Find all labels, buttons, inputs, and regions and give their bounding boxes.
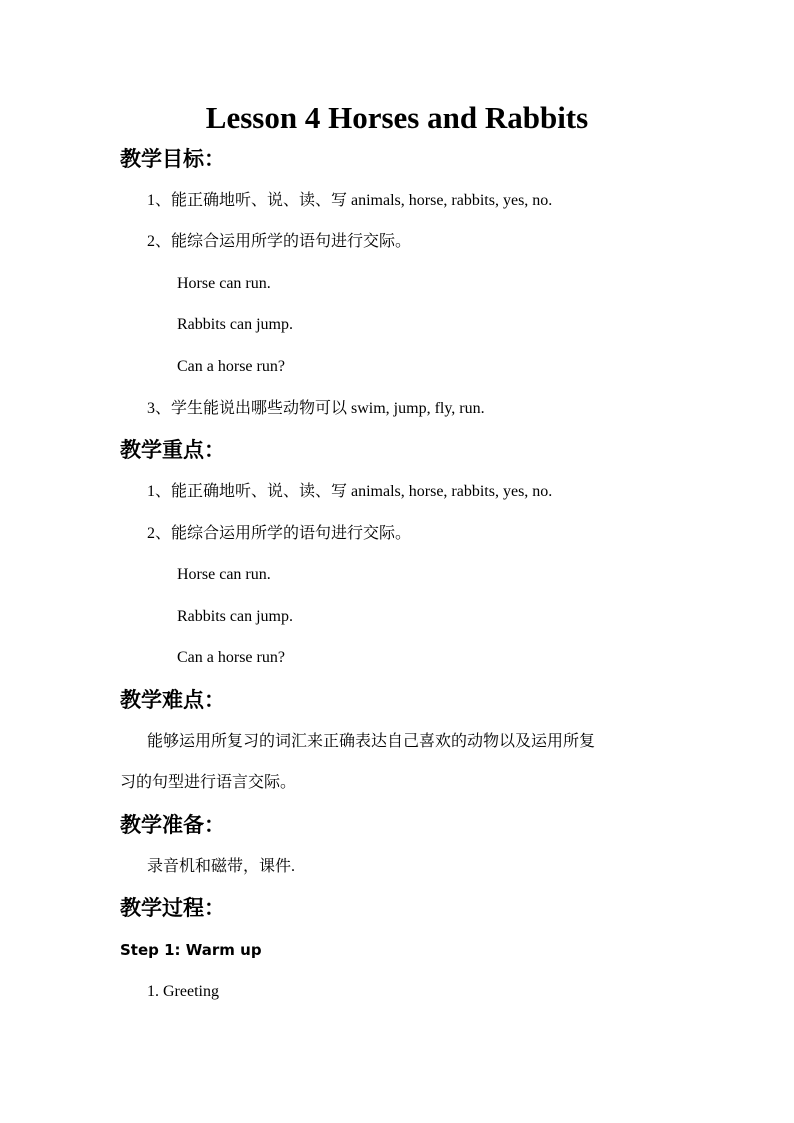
- difficulties-line-1: 能够运用所复习的词汇来正确表达自己喜欢的动物以及运用所复: [147, 733, 596, 750]
- difficulties-line-2: 习的句型进行语言交际。: [120, 774, 297, 791]
- key-point-item-2: 2、能综合运用所学的语句进行交际。: [147, 525, 412, 542]
- preparation-text: 录音机和磁带，课件.: [147, 858, 296, 875]
- step-1-heading: Step 1: Warm up: [120, 941, 262, 959]
- objective-example-3: Can a horse run?: [177, 358, 285, 375]
- lesson-title: Lesson 4 Horses and Rabbits: [205, 100, 589, 135]
- objective-item-2: 2、能综合运用所学的语句进行交际。: [147, 233, 412, 250]
- key-points-heading: 教学重点：: [120, 438, 225, 462]
- key-point-example-2: Rabbits can jump.: [177, 608, 293, 625]
- key-point-example-3: Can a horse run?: [177, 649, 285, 666]
- difficulties-heading: 教学难点：: [120, 688, 225, 712]
- key-point-item-1: 1、能正确地听、说、读、写 animals, horse, rabbits, yes, no.: [147, 483, 553, 500]
- objective-example-2: Rabbits can jump.: [177, 316, 293, 333]
- step-1-item-1: 1. Greeting: [147, 983, 219, 1000]
- objective-example-1: Horse can run.: [177, 275, 271, 292]
- preparation-heading: 教学准备：: [120, 813, 225, 837]
- process-heading: 教学过程：: [120, 896, 225, 920]
- key-point-example-1: Horse can run.: [177, 566, 271, 583]
- objective-item-1: 1、能正确地听、说、读、写 animals, horse, rabbits, yes, no.: [147, 192, 553, 209]
- objectives-heading: 教学目标：: [120, 147, 225, 171]
- objective-item-3: 3、学生能说出哪些动物可以 swim, jump, fly, run.: [147, 400, 485, 417]
